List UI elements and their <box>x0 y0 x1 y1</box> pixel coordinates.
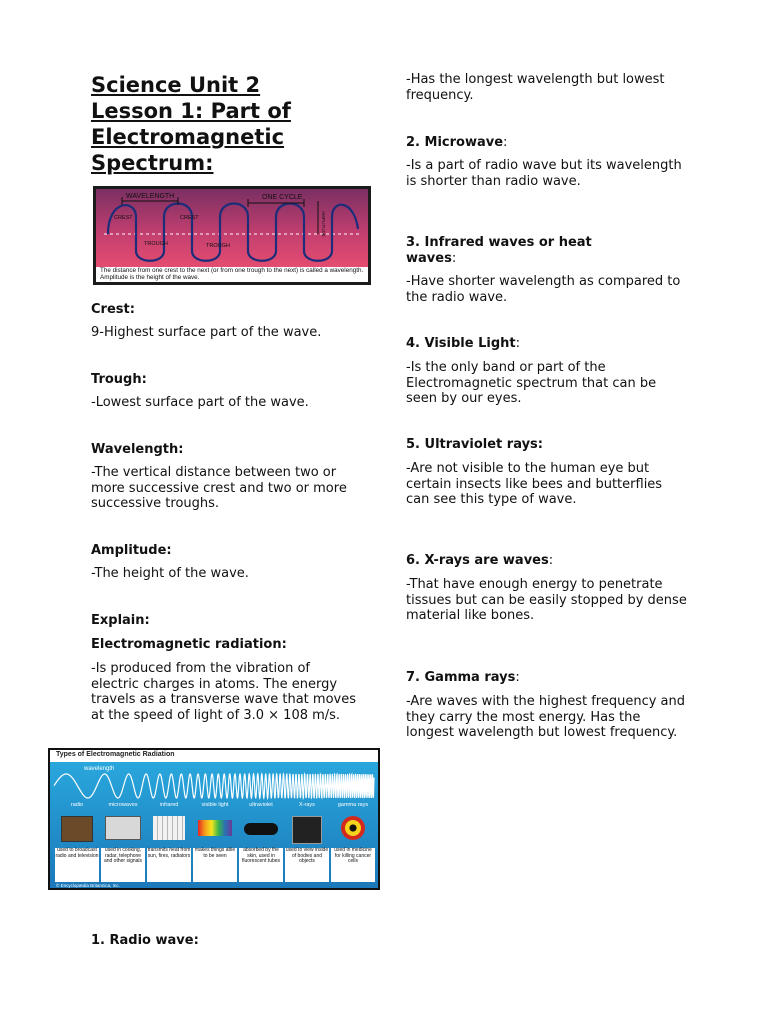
visible-light-heading-colon: : <box>515 336 521 351</box>
emr-heading: Electromagnetic radiation: <box>91 637 287 652</box>
band-label-gamma: gamma rays <box>337 802 369 808</box>
radiator-icon <box>153 816 185 840</box>
use-gamma: used in medicine for killing cancer cells <box>331 848 375 882</box>
infrared-heading-text: 3. Infrared waves or heat waves <box>406 235 592 266</box>
visible-light-text: -Is the only band or part of the Electromagnetic spectrum that can be seen by our eyes. <box>406 360 657 407</box>
emr-text: -Is produced from the vibration of electric charges in atoms. The energy travels as a transverse wave that moves at the speed of light of 3.0 × 108 m/s. <box>91 661 356 723</box>
wavelength-label: WAVELENGTH <box>126 193 175 200</box>
use-radio: used to broadcast radio and television <box>55 848 99 882</box>
microwave-heading-colon: : <box>503 135 508 150</box>
band-label-radio: radio <box>70 802 84 808</box>
use-infrared: transmits heat from sun, fires, radiators <box>147 848 191 882</box>
band-label-visible: visible light <box>201 802 229 808</box>
wave-diagram <box>93 186 371 285</box>
microwave-oven-icon <box>105 816 141 840</box>
wave-caption: The distance from one crest to the next (or from one trough to the next) is called a wavelength. Amplitude is the height of the wave. <box>100 267 364 281</box>
xrays-heading-colon: : <box>548 553 554 568</box>
band-label-microwaves: microwaves <box>108 802 138 808</box>
use-ultraviolet: absorbed by the skin, used in fluorescent tubes <box>239 848 283 882</box>
trough-label-2: TROUGH <box>206 243 230 249</box>
gamma-heading-colon: : <box>515 670 520 685</box>
gamma-text: -Are waves with the highest frequency and they carry the most energy. Has the longest wavelength but lowest frequency. <box>406 694 685 741</box>
prism-spectrum-icon <box>198 820 232 836</box>
crest-text: 9-Highest surface part of the wave. <box>91 325 322 340</box>
infrared-heading-colon: : <box>451 250 457 266</box>
spectrum-credit: © Encyclopædia Britannica, Inc. <box>56 883 120 888</box>
title-line-2: Lesson 1: Part of <box>91 99 291 123</box>
use-microwaves: used in cooking, radar, telephone and other signals <box>101 848 145 882</box>
microwave-text: -Is a part of radio wave but its wavelength is shorter than radio wave. <box>406 158 682 189</box>
visible-light-heading <box>406 336 520 351</box>
crest-heading: Crest: <box>91 302 135 317</box>
xrays-heading-text: 6. X-rays are waves <box>406 553 549 568</box>
radio-wave-heading: 1. Radio wave: <box>91 933 199 948</box>
ultraviolet-heading: 5. Ultraviolet rays: <box>406 437 543 452</box>
title-line-3: Electromagnetic <box>91 125 285 149</box>
gamma-heading-text: 7. Gamma rays <box>406 670 516 685</box>
one-cycle-label: ONE CYCLE <box>262 194 303 201</box>
radiation-symbol-icon <box>341 816 365 840</box>
wavelength-text: -The vertical distance between two or more successive crest and two or more successive troughs. <box>91 465 347 512</box>
spectrum-title: Types of Electromagnetic Radiation <box>56 751 175 758</box>
sunglasses-icon <box>244 823 278 835</box>
em-spectrum-diagram <box>48 748 380 890</box>
crest-label-1: CREST <box>114 215 133 221</box>
use-visible: makes things able to be seen <box>193 848 237 882</box>
infrared-text: -Have shorter wavelength as compared to the radio wave. <box>406 274 681 305</box>
radio-wave-text: -Has the longest wavelength but lowest frequency. <box>406 72 665 103</box>
title-line-4: Spectrum: <box>91 151 214 175</box>
xrays-heading <box>406 553 553 568</box>
use-xrays: used to view inside of bodies and objects <box>285 848 329 882</box>
trough-text: -Lowest surface part of the wave. <box>91 395 309 410</box>
spectrum-wavelength-label: wavelength <box>84 766 115 772</box>
wavelength-heading: Wavelength: <box>91 442 184 457</box>
amplitude-heading: Amplitude: <box>91 543 172 558</box>
ultraviolet-text: -Are not visible to the human eye but certain insects like bees and butterflies can see this type of wave. <box>406 461 663 508</box>
title-line-1: Science Unit 2 <box>91 73 261 97</box>
band-label-infrared: infrared <box>159 802 179 808</box>
trough-label-1: TROUGH <box>144 241 168 247</box>
microwave-heading-text: 2. Microwave <box>406 135 504 150</box>
gamma-heading <box>406 670 520 685</box>
band-label-ultraviolet: ultraviolet <box>249 802 273 808</box>
explain-heading: Explain: <box>91 613 150 628</box>
band-label-xrays: X-rays <box>299 802 315 808</box>
trough-heading: Trough: <box>91 372 147 387</box>
xrays-text: -That have enough energy to penetrate tissues but can be easily stopped by dense material like bones. <box>406 577 687 624</box>
amplitude-text: -The height of the wave. <box>91 566 249 581</box>
amplitude-label: AMPLITUDE <box>321 211 326 237</box>
infrared-heading <box>406 235 646 266</box>
radio-tv-icon <box>61 816 93 842</box>
microwave-heading <box>406 135 507 150</box>
crest-label-2: CREST <box>180 215 199 221</box>
page-title <box>91 72 381 176</box>
visible-light-heading-text: 4. Visible Light <box>406 336 516 351</box>
xray-chest-icon <box>292 816 322 844</box>
